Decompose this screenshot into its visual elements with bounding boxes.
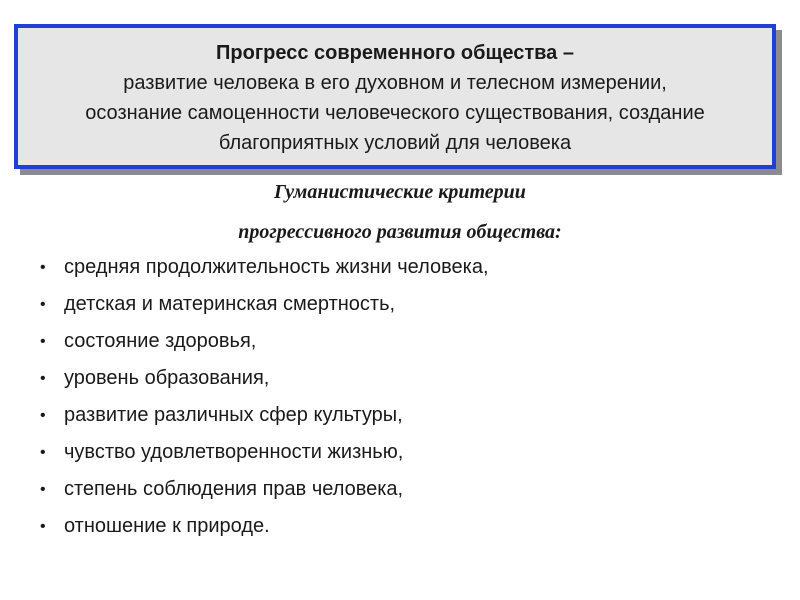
bullet-icon: • (40, 259, 46, 276)
definition-dash: – (557, 42, 574, 64)
criteria-text: чувство удовлетворенности жизнью, (64, 441, 404, 463)
list-item (40, 397, 780, 434)
list-item (40, 471, 780, 508)
criteria-heading-line-1: Гуманистические критерии (274, 181, 526, 203)
criteria-text: детская и материнская смертность, (64, 293, 396, 315)
list-item (40, 249, 780, 286)
criteria-text: степень соблюдения прав человека, (64, 478, 404, 500)
list-item (40, 434, 780, 471)
definition-line-2: осознание самоценности человеческого существования, создание (85, 102, 705, 124)
criteria-heading-line-2: прогрессивного развития общества: (238, 221, 562, 243)
criteria-heading (0, 172, 800, 252)
bullet-icon: • (40, 333, 46, 350)
list-item (40, 286, 780, 323)
criteria-text: отношение к природе. (64, 515, 270, 537)
definition-line-1: развитие человека в его духовном и телесном измерении, (123, 72, 667, 94)
bullet-icon: • (40, 296, 46, 313)
bullet-icon: • (40, 444, 46, 461)
list-item (40, 508, 780, 545)
criteria-text: развитие различных сфер культуры, (64, 404, 403, 426)
criteria-text: средняя продолжительность жизни человека, (64, 256, 489, 278)
bullet-icon: • (40, 370, 46, 387)
definition-title (18, 38, 772, 68)
bullet-icon: • (40, 407, 46, 424)
criteria-text: состояние здоровья, (64, 330, 257, 352)
bullet-icon: • (40, 518, 46, 535)
list-item (40, 360, 780, 397)
criteria-list (40, 249, 780, 545)
definition-line-3: благоприятных условий для человека (218, 132, 572, 154)
definition-term: Прогресс современного общества (216, 42, 558, 64)
list-item (40, 323, 780, 360)
bullet-icon: • (40, 481, 46, 498)
criteria-text: уровень образования, (64, 367, 270, 389)
definition-box (14, 24, 776, 169)
